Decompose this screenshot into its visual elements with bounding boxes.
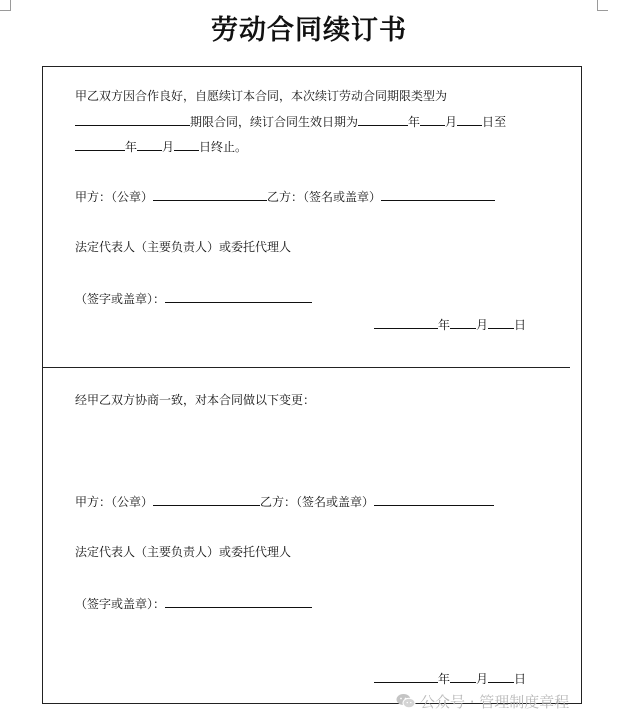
party-a-seal-blank[interactable] [153, 493, 260, 506]
term-type-text: 期限合同，续订合同生效日期为 [190, 115, 359, 129]
month-label: 月 [445, 115, 458, 129]
top-sign-blank[interactable] [165, 290, 312, 303]
top-legal-rep: 法定代表人（主要负责人）或委托代理人 [75, 240, 292, 254]
wechat-icon [396, 693, 416, 713]
section-divider [42, 367, 570, 368]
bottom-date-month-blank[interactable] [450, 670, 476, 683]
end-year-blank[interactable] [75, 138, 125, 151]
start-year-blank[interactable] [358, 113, 408, 126]
day-label: 日 [482, 115, 495, 129]
watermark [396, 691, 569, 713]
party-b-label: 乙方：（签名或盖章） [260, 495, 375, 509]
term-type-blank[interactable] [75, 113, 190, 126]
party-b-sign-blank[interactable] [381, 188, 495, 201]
renewal-paragraph-line-2 [75, 113, 506, 130]
party-b-sign-blank[interactable] [374, 493, 494, 506]
day-label: 日 [514, 672, 527, 686]
renewal-paragraph-line-3 [75, 138, 247, 155]
bottom-legal-rep: 法定代表人（主要负责人）或委托代理人 [75, 545, 292, 559]
start-month-blank[interactable] [420, 113, 445, 126]
year-label: 年 [438, 672, 451, 686]
watermark-text: 公众号 · 管理制度章程 [420, 693, 570, 711]
sign-label: （签字或盖章）： [75, 597, 166, 611]
party-b-label: 乙方：（签名或盖章） [267, 190, 382, 204]
top-party-signatures [75, 188, 495, 205]
start-day-blank[interactable] [457, 113, 482, 126]
renewal-paragraph-text: 甲乙双方因合作良好，自愿续订本合同，本次续订劳动合同期限类型为 [75, 89, 448, 103]
party-a-label: 甲方：（公章） [75, 190, 154, 204]
bottom-sign-line [75, 595, 312, 612]
year-label: 年 [438, 318, 451, 332]
year-label: 年 [408, 115, 421, 129]
to-label: 至 [494, 115, 507, 129]
party-a-label: 甲方：（公章） [75, 495, 154, 509]
top-date-year-blank[interactable] [374, 316, 438, 329]
bottom-party-signatures [75, 493, 494, 510]
end-month-blank[interactable] [137, 138, 162, 151]
party-a-seal-blank[interactable] [153, 188, 267, 201]
year-label: 年 [125, 140, 138, 154]
month-label: 月 [476, 672, 489, 686]
end-text: 日终止。 [199, 140, 248, 154]
bottom-date-line [374, 670, 526, 687]
change-intro: 经甲乙双方协商一致，对本合同做以下变更： [75, 393, 316, 407]
top-date-month-blank[interactable] [450, 316, 476, 329]
sign-label: （签字或盖章）： [75, 292, 166, 306]
bottom-date-day-blank[interactable] [488, 670, 514, 683]
renewal-paragraph-line-1 [75, 88, 447, 104]
month-label: 月 [162, 140, 175, 154]
day-label: 日 [514, 318, 527, 332]
bottom-sign-blank[interactable] [165, 595, 312, 608]
end-day-blank[interactable] [174, 138, 199, 151]
top-date-line [374, 316, 526, 333]
top-sign-line [75, 290, 312, 307]
top-date-day-blank[interactable] [488, 316, 514, 329]
bottom-date-year-blank[interactable] [374, 670, 438, 683]
month-label: 月 [476, 318, 489, 332]
document-title: 劳动合同续订书 [211, 15, 407, 46]
